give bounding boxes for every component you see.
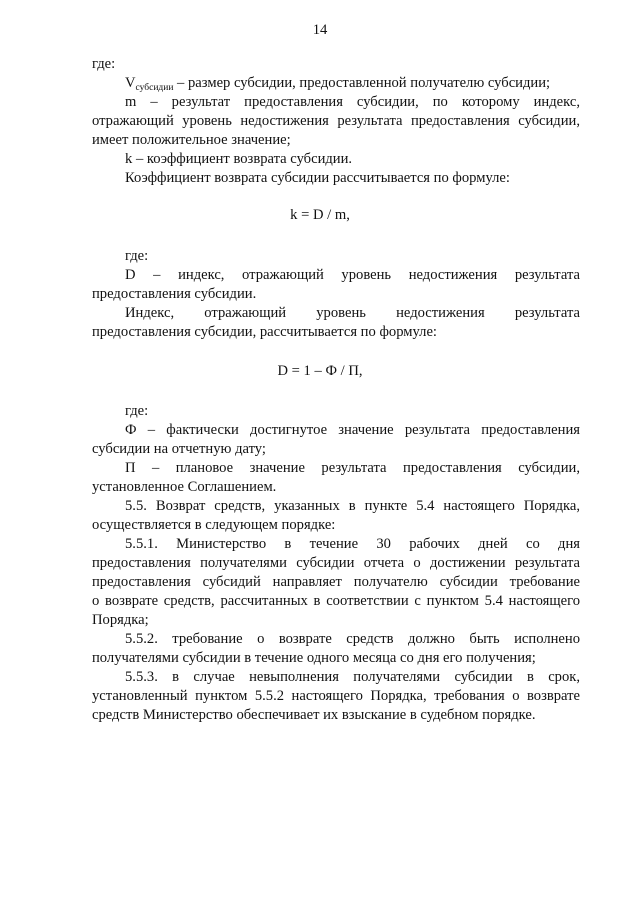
index-formula-intro-line-2: предоставления субсидии, рассчитывается по формуле: — [92, 324, 437, 340]
item-5-5-1-line-1: 5.5.1. Министерство в течение 30 рабочих дней со дня — [125, 536, 580, 552]
formula-d: D = 1 – Ф / П, — [277, 363, 363, 379]
page-number: 14 — [312, 22, 328, 38]
v-description: – размер субсидии, предоставленной получателю субсидии; — [173, 75, 551, 91]
d-definition-line-1: D – индекс, отражающий уровень недостижения результата — [125, 267, 580, 283]
item-5-5-1-line-2: предоставления получателями субсидии отчета о достижении результата — [92, 555, 580, 571]
where-label: где: — [125, 248, 149, 264]
k-definition: k – коэффициент возврата субсидии. — [125, 151, 353, 167]
v-subscript: субсидии — [135, 83, 174, 93]
f-definition-line-1: Ф – фактически достигнутое значение результата предоставления — [125, 422, 580, 438]
item-5-5-2-line-1: 5.5.2. требование о возврате средств должно быть исполнено — [125, 631, 580, 647]
item-5-5-1-line-3: предоставления субсидий направляет получателю субсидии требование — [92, 574, 580, 590]
p-definition-line-1: П – плановое значение результата предоставления субсидии, — [125, 460, 580, 476]
p-definition-line-2: установленное Соглашением. — [92, 479, 277, 495]
where-label: где: — [92, 56, 116, 72]
v-symbol: V — [125, 75, 136, 91]
item-5-5-3-line-2: установленный пунктом 5.5.2 настоящего Порядка, требования о возврате — [92, 688, 580, 704]
f-definition-line-2: субсидии на отчетную дату; — [92, 441, 266, 457]
item-5-5-1-line-5: Порядка; — [92, 612, 149, 628]
item-5-5-1-line-4: о возврате средств, рассчитанных в соответствии с пунктом 5.4 настоящего — [92, 593, 580, 609]
item-5-5-3-line-3: средств Министерство обеспечивает их взыскание в судебном порядке. — [92, 707, 536, 723]
index-formula-intro-line-1: Индекс, отражающий уровень недостижения результата — [125, 305, 580, 321]
section-5-5-line-2: осуществляется в следующем порядке: — [92, 517, 336, 533]
m-definition-line-2: отражающий уровень недостижения результата предоставления субсидии, — [92, 113, 580, 129]
where-label: где: — [125, 403, 149, 419]
item-5-5-3-line-1: 5.5.3. в случае невыполнения получателями субсидии в срок, — [125, 669, 580, 685]
section-5-5-line-1: 5.5. Возврат средств, указанных в пункте 5.4 настоящего Порядка, — [125, 498, 580, 514]
item-5-5-2-line-2: получателями субсидии в течение одного месяца со дня его получения; — [92, 650, 536, 666]
formula-intro: Коэффициент возврата субсидии рассчитывается по формуле: — [125, 170, 510, 186]
formula-k: k = D / m, — [290, 207, 350, 223]
m-definition-line-1: m – результат предоставления субсидии, по которому индекс, — [125, 94, 580, 110]
d-definition-line-2: предоставления субсидии. — [92, 286, 257, 302]
m-definition-line-3: имеет положительное значение; — [92, 132, 291, 148]
